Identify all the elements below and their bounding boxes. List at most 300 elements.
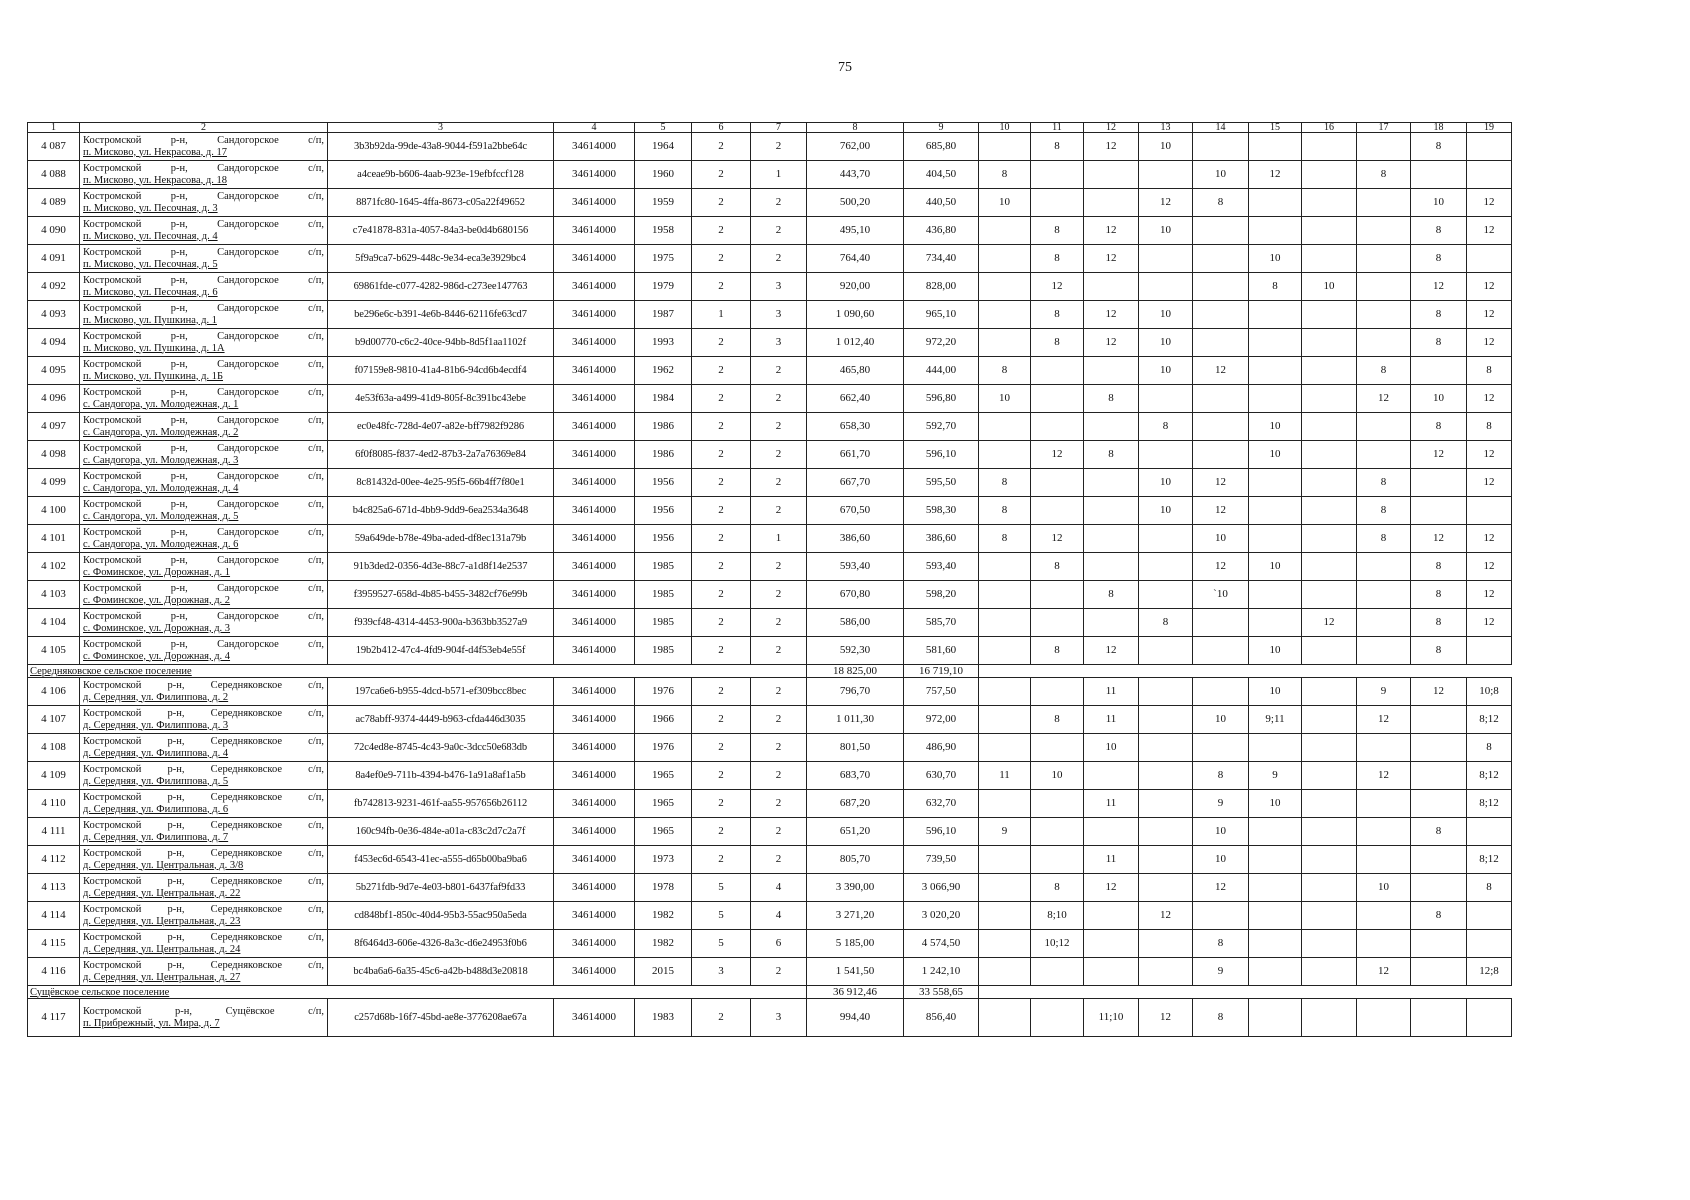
address-word: Костромской	[83, 679, 142, 691]
house-guid: 19b2b412-47c4-4fd9-904f-d4f53eb4e55f	[328, 637, 554, 665]
col-18-value: 8	[1411, 609, 1467, 637]
col-18-value: 8	[1411, 553, 1467, 581]
house-guid: 8a4ef0e9-711b-4394-b476-1a91a8af1a5b	[328, 762, 554, 790]
col-14-value	[1193, 637, 1249, 665]
address-word: Костромской	[83, 638, 142, 650]
col-6-value: 2	[692, 189, 751, 217]
col-13-value	[1139, 161, 1193, 189]
col-7-value: 2	[751, 133, 807, 161]
section-row	[28, 986, 1512, 999]
address-line-1	[83, 331, 324, 343]
col-10-value	[979, 846, 1031, 874]
address-word: р-н,	[170, 414, 188, 426]
table-row	[28, 999, 1512, 1037]
col-6-value: 2	[692, 161, 751, 189]
address-word: с/п,	[308, 302, 324, 314]
house-guid: ec0e48fc-728d-4e07-a82e-bff7982f9286	[328, 413, 554, 441]
address-word: Костромской	[83, 246, 142, 258]
house-guid: 91b3ded2-0356-4d3e-88c7-a1d8f14e2537	[328, 553, 554, 581]
col-9-value: 734,40	[904, 245, 979, 273]
col-6-value: 2	[692, 734, 751, 762]
col-19-value: 12	[1467, 189, 1512, 217]
address-word: с/п,	[308, 554, 324, 566]
col-16-value	[1302, 217, 1357, 245]
house-guid: 8871fc80-1645-4ffa-8673-c05a22f49652	[328, 189, 554, 217]
col-19-value: 12	[1467, 217, 1512, 245]
col-17-value: 8	[1357, 497, 1411, 525]
table-row	[28, 846, 1512, 874]
col-13-value	[1139, 874, 1193, 902]
row-number: 4 110	[28, 790, 80, 818]
address-line-2: п. Мисково, ул. Пушкина, д. 1А	[83, 342, 225, 354]
col-16-value	[1302, 413, 1357, 441]
col-15-value: 10	[1249, 441, 1302, 469]
col-8-value: 687,20	[807, 790, 904, 818]
col-7-value: 2	[751, 385, 807, 413]
col-18-value	[1411, 999, 1467, 1037]
row-number: 4 099	[28, 469, 80, 497]
build-year: 2015	[635, 958, 692, 986]
address-cell	[80, 678, 328, 706]
col-11-value: 8	[1031, 706, 1084, 734]
build-year: 1956	[635, 525, 692, 553]
address-word: Сандогорское	[217, 274, 279, 286]
col-16-value	[1302, 189, 1357, 217]
col-10-value	[979, 678, 1031, 706]
col-15-value	[1249, 734, 1302, 762]
col-19-value	[1467, 245, 1512, 273]
col-9-value: 444,00	[904, 357, 979, 385]
address-word: Костромской	[83, 386, 142, 398]
okato-code: 34614000	[554, 497, 635, 525]
address-cell	[80, 874, 328, 902]
col-14-value	[1193, 441, 1249, 469]
col-18-value	[1411, 469, 1467, 497]
col-11-value	[1031, 818, 1084, 846]
section-empty	[979, 986, 1512, 999]
col-10-value	[979, 301, 1031, 329]
address-word: с/п,	[308, 638, 324, 650]
col-17-value	[1357, 189, 1411, 217]
header-cell: 16	[1302, 123, 1357, 133]
col-11-value	[1031, 678, 1084, 706]
build-year: 1973	[635, 846, 692, 874]
header-cell: 5	[635, 123, 692, 133]
house-guid: 69861fde-c077-4282-986d-c273ee147763	[328, 273, 554, 301]
row-number: 4 091	[28, 245, 80, 273]
okato-code: 34614000	[554, 329, 635, 357]
house-guid: ac78abff-9374-4449-b963-cfda446d3035	[328, 706, 554, 734]
col-6-value: 2	[692, 385, 751, 413]
col-7-value: 2	[751, 706, 807, 734]
col-15-value: 10	[1249, 413, 1302, 441]
header-cell: 1	[28, 123, 80, 133]
address-word: Сандогорское	[217, 358, 279, 370]
col-18-value: 12	[1411, 525, 1467, 553]
build-year: 1993	[635, 329, 692, 357]
address-cell	[80, 441, 328, 469]
col-19-value	[1467, 902, 1512, 930]
col-18-value: 8	[1411, 133, 1467, 161]
address-cell	[80, 818, 328, 846]
col-7-value: 2	[751, 357, 807, 385]
col-13-value	[1139, 818, 1193, 846]
col-9-value: 3 066,90	[904, 874, 979, 902]
col-9-value: 596,80	[904, 385, 979, 413]
address-word: с/п,	[308, 819, 324, 831]
col-12-value	[1084, 469, 1139, 497]
okato-code: 34614000	[554, 161, 635, 189]
address-cell	[80, 245, 328, 273]
col-18-value: 12	[1411, 678, 1467, 706]
table-row	[28, 441, 1512, 469]
col-14-value	[1193, 413, 1249, 441]
section-total-living-area: 16 719,10	[904, 665, 979, 678]
col-11-value: 12	[1031, 441, 1084, 469]
col-19-value: 8	[1467, 734, 1512, 762]
address-word: Сандогорское	[217, 246, 279, 258]
col-14-value: 10	[1193, 706, 1249, 734]
address-word: р-н,	[170, 330, 188, 342]
address-line-2: д. Середняя, ул. Центральная, д. 3/8	[83, 859, 244, 871]
col-11-value	[1031, 189, 1084, 217]
address-line-1	[83, 219, 324, 231]
col-14-value	[1193, 734, 1249, 762]
address-word: с/п,	[308, 190, 324, 202]
row-number: 4 089	[28, 189, 80, 217]
col-6-value: 2	[692, 357, 751, 385]
address-line-1	[83, 764, 324, 776]
col-14-value: 8	[1193, 930, 1249, 958]
address-word: Сандогорское	[217, 386, 279, 398]
col-17-value	[1357, 637, 1411, 665]
col-13-value: 8	[1139, 609, 1193, 637]
col-12-value	[1084, 525, 1139, 553]
col-13-value: 10	[1139, 217, 1193, 245]
address-word: с/п,	[308, 931, 324, 943]
col-9-value: 685,80	[904, 133, 979, 161]
address-line-1	[83, 135, 324, 147]
col-15-value	[1249, 818, 1302, 846]
col-8-value: 386,60	[807, 525, 904, 553]
col-18-value: 12	[1411, 441, 1467, 469]
col-8-value: 764,40	[807, 245, 904, 273]
col-6-value: 2	[692, 762, 751, 790]
address-word: Середняковское	[210, 847, 283, 859]
address-word: Костромской	[83, 707, 142, 719]
address-line-1	[83, 639, 324, 651]
col-6-value: 5	[692, 874, 751, 902]
col-9-value: 596,10	[904, 441, 979, 469]
col-13-value	[1139, 441, 1193, 469]
okato-code: 34614000	[554, 469, 635, 497]
header-cell: 7	[751, 123, 807, 133]
col-19-value: 12	[1467, 609, 1512, 637]
address-word: р-н,	[167, 875, 185, 887]
col-15-value	[1249, 846, 1302, 874]
table-row	[28, 273, 1512, 301]
header-cell: 6	[692, 123, 751, 133]
address-word: р-н,	[167, 791, 185, 803]
col-17-value	[1357, 734, 1411, 762]
house-guid: be296e6c-b391-4e6b-8446-62116fe63cd7	[328, 301, 554, 329]
col-9-value: 828,00	[904, 273, 979, 301]
col-11-value	[1031, 846, 1084, 874]
okato-code: 34614000	[554, 385, 635, 413]
col-8-value: 805,70	[807, 846, 904, 874]
col-8-value: 443,70	[807, 161, 904, 189]
col-8-value: 683,70	[807, 762, 904, 790]
col-14-value	[1193, 385, 1249, 413]
address-word: Середняковское	[210, 931, 283, 943]
address-line-1	[83, 611, 324, 623]
address-word: с/п,	[308, 162, 324, 174]
col-18-value: 8	[1411, 301, 1467, 329]
col-18-value	[1411, 790, 1467, 818]
address-word: р-н,	[170, 554, 188, 566]
col-19-value	[1467, 161, 1512, 189]
col-12-value	[1084, 609, 1139, 637]
col-15-value	[1249, 930, 1302, 958]
col-7-value: 2	[751, 678, 807, 706]
col-18-value: 8	[1411, 413, 1467, 441]
col-19-value	[1467, 637, 1512, 665]
col-16-value	[1302, 999, 1357, 1037]
address-line-2: д. Середняя, ул. Центральная, д. 27	[83, 971, 241, 983]
build-year: 1986	[635, 413, 692, 441]
address-word: с/п,	[308, 959, 324, 971]
row-number: 4 092	[28, 273, 80, 301]
address-word: с/п,	[308, 903, 324, 915]
row-number: 4 107	[28, 706, 80, 734]
address-word: р-н,	[170, 246, 188, 258]
address-word: Костромской	[83, 1005, 142, 1017]
col-11-value	[1031, 413, 1084, 441]
col-15-value: 10	[1249, 637, 1302, 665]
col-18-value	[1411, 874, 1467, 902]
address-cell	[80, 161, 328, 189]
col-10-value	[979, 790, 1031, 818]
col-6-value: 2	[692, 581, 751, 609]
col-12-value: 8	[1084, 581, 1139, 609]
address-word: с/п,	[308, 763, 324, 775]
address-line-1	[83, 708, 324, 720]
col-15-value: 10	[1249, 553, 1302, 581]
col-7-value: 3	[751, 329, 807, 357]
header-cell: 12	[1084, 123, 1139, 133]
col-15-value	[1249, 469, 1302, 497]
address-word: р-н,	[170, 134, 188, 146]
col-17-value	[1357, 999, 1411, 1037]
col-19-value: 12	[1467, 301, 1512, 329]
col-8-value: 801,50	[807, 734, 904, 762]
col-15-value	[1249, 301, 1302, 329]
address-word: Сандогорское	[217, 554, 279, 566]
col-15-value	[1249, 902, 1302, 930]
col-14-value	[1193, 902, 1249, 930]
address-word: с/п,	[308, 442, 324, 454]
table-row	[28, 245, 1512, 273]
col-7-value: 6	[751, 930, 807, 958]
okato-code: 34614000	[554, 413, 635, 441]
col-16-value	[1302, 846, 1357, 874]
address-word: с/п,	[308, 791, 324, 803]
address-cell	[80, 497, 328, 525]
address-word: Сандогорское	[217, 442, 279, 454]
col-11-value: 8	[1031, 217, 1084, 245]
col-14-value	[1193, 217, 1249, 245]
col-18-value: 10	[1411, 385, 1467, 413]
address-line-2: д. Середняя, ул. Филиппова, д. 2	[83, 691, 229, 703]
col-13-value: 12	[1139, 999, 1193, 1037]
okato-code: 34614000	[554, 217, 635, 245]
col-19-value: 12;8	[1467, 958, 1512, 986]
address-line-1	[83, 792, 324, 804]
col-19-value: 12	[1467, 385, 1512, 413]
okato-code: 34614000	[554, 525, 635, 553]
col-10-value	[979, 553, 1031, 581]
col-8-value: 593,40	[807, 553, 904, 581]
col-10-value	[979, 273, 1031, 301]
col-15-value: 8	[1249, 273, 1302, 301]
col-14-value	[1193, 329, 1249, 357]
col-15-value	[1249, 189, 1302, 217]
col-17-value: 12	[1357, 706, 1411, 734]
col-7-value: 2	[751, 469, 807, 497]
col-19-value	[1467, 999, 1512, 1037]
col-13-value: 12	[1139, 189, 1193, 217]
col-11-value	[1031, 161, 1084, 189]
col-16-value	[1302, 469, 1357, 497]
col-10-value: 11	[979, 762, 1031, 790]
table-row	[28, 525, 1512, 553]
address-word: Сандогорское	[217, 414, 279, 426]
col-18-value: 8	[1411, 581, 1467, 609]
col-11-value: 12	[1031, 525, 1084, 553]
col-7-value: 4	[751, 874, 807, 902]
col-8-value: 1 541,50	[807, 958, 904, 986]
col-8-value: 651,20	[807, 818, 904, 846]
col-9-value: 486,90	[904, 734, 979, 762]
address-word: р-н,	[170, 386, 188, 398]
address-word: р-н,	[170, 470, 188, 482]
col-9-value: 598,20	[904, 581, 979, 609]
col-13-value: 10	[1139, 497, 1193, 525]
table-row	[28, 762, 1512, 790]
address-line-2: с. Сандогора, ул. Молодежная, д. 4	[83, 482, 239, 494]
col-10-value	[979, 734, 1031, 762]
col-14-value: 10	[1193, 525, 1249, 553]
table-row	[28, 706, 1512, 734]
row-number: 4 115	[28, 930, 80, 958]
address-word: Сандогорское	[217, 470, 279, 482]
col-14-value: 12	[1193, 469, 1249, 497]
address-cell	[80, 413, 328, 441]
col-9-value: 4 574,50	[904, 930, 979, 958]
col-8-value: 3 271,20	[807, 902, 904, 930]
col-18-value	[1411, 734, 1467, 762]
col-7-value: 2	[751, 553, 807, 581]
address-line-2: п. Мисково, ул. Пушкина, д. 1Б	[83, 370, 224, 382]
col-15-value	[1249, 357, 1302, 385]
col-10-value	[979, 329, 1031, 357]
address-line-2: д. Середняя, ул. Центральная, д. 23	[83, 915, 241, 927]
build-year: 1964	[635, 133, 692, 161]
address-word: Сандогорское	[217, 638, 279, 650]
col-18-value: 8	[1411, 245, 1467, 273]
row-number: 4 117	[28, 999, 80, 1037]
okato-code: 34614000	[554, 133, 635, 161]
okato-code: 34614000	[554, 706, 635, 734]
address-line-2: д. Середняя, ул. Филиппова, д. 6	[83, 803, 229, 815]
address-cell	[80, 609, 328, 637]
address-line-2: д. Середняя, ул. Филиппова, д. 7	[83, 831, 229, 843]
address-word: Середняковское	[210, 791, 283, 803]
col-14-value: `10	[1193, 581, 1249, 609]
col-10-value: 8	[979, 469, 1031, 497]
col-17-value: 10	[1357, 874, 1411, 902]
address-word: с/п,	[308, 470, 324, 482]
address-cell	[80, 790, 328, 818]
address-word: р-н,	[167, 735, 185, 747]
okato-code: 34614000	[554, 609, 635, 637]
address-word: Сандогорское	[217, 610, 279, 622]
address-word: с/п,	[308, 330, 324, 342]
address-line-1	[83, 876, 324, 888]
section-total-living-area: 33 558,65	[904, 986, 979, 999]
row-number: 4 113	[28, 874, 80, 902]
col-10-value: 9	[979, 818, 1031, 846]
col-17-value	[1357, 133, 1411, 161]
col-14-value	[1193, 678, 1249, 706]
address-word: Середняковское	[210, 763, 283, 775]
address-word: р-н,	[167, 679, 185, 691]
col-11-value	[1031, 734, 1084, 762]
col-8-value: 1 090,60	[807, 301, 904, 329]
header-row	[28, 123, 1512, 133]
col-10-value	[979, 706, 1031, 734]
col-9-value: 593,40	[904, 553, 979, 581]
col-6-value: 5	[692, 930, 751, 958]
col-12-value	[1084, 930, 1139, 958]
col-17-value	[1357, 930, 1411, 958]
col-10-value	[979, 413, 1031, 441]
col-12-value: 11	[1084, 706, 1139, 734]
col-11-value	[1031, 357, 1084, 385]
col-16-value	[1302, 245, 1357, 273]
address-word: Середняковское	[210, 875, 283, 887]
house-guid: c257d68b-16f7-45bd-ae8e-3776208ae67a	[328, 999, 554, 1037]
col-7-value: 2	[751, 497, 807, 525]
col-14-value	[1193, 273, 1249, 301]
col-12-value	[1084, 161, 1139, 189]
build-year: 1985	[635, 553, 692, 581]
col-10-value	[979, 581, 1031, 609]
house-guid: f07159e8-9810-41a4-81b6-94cd6b4ecdf4	[328, 357, 554, 385]
col-15-value	[1249, 958, 1302, 986]
okato-code: 34614000	[554, 581, 635, 609]
col-15-value	[1249, 133, 1302, 161]
build-year: 1982	[635, 902, 692, 930]
col-13-value	[1139, 790, 1193, 818]
col-12-value: 12	[1084, 874, 1139, 902]
col-19-value: 8;12	[1467, 706, 1512, 734]
address-line-2: д. Середняя, ул. Филиппова, д. 5	[83, 775, 229, 787]
house-guid: 4e53f63a-a499-41d9-805f-8c391bc43ebe	[328, 385, 554, 413]
build-year: 1965	[635, 790, 692, 818]
address-word: Костромской	[83, 302, 142, 314]
row-number: 4 114	[28, 902, 80, 930]
